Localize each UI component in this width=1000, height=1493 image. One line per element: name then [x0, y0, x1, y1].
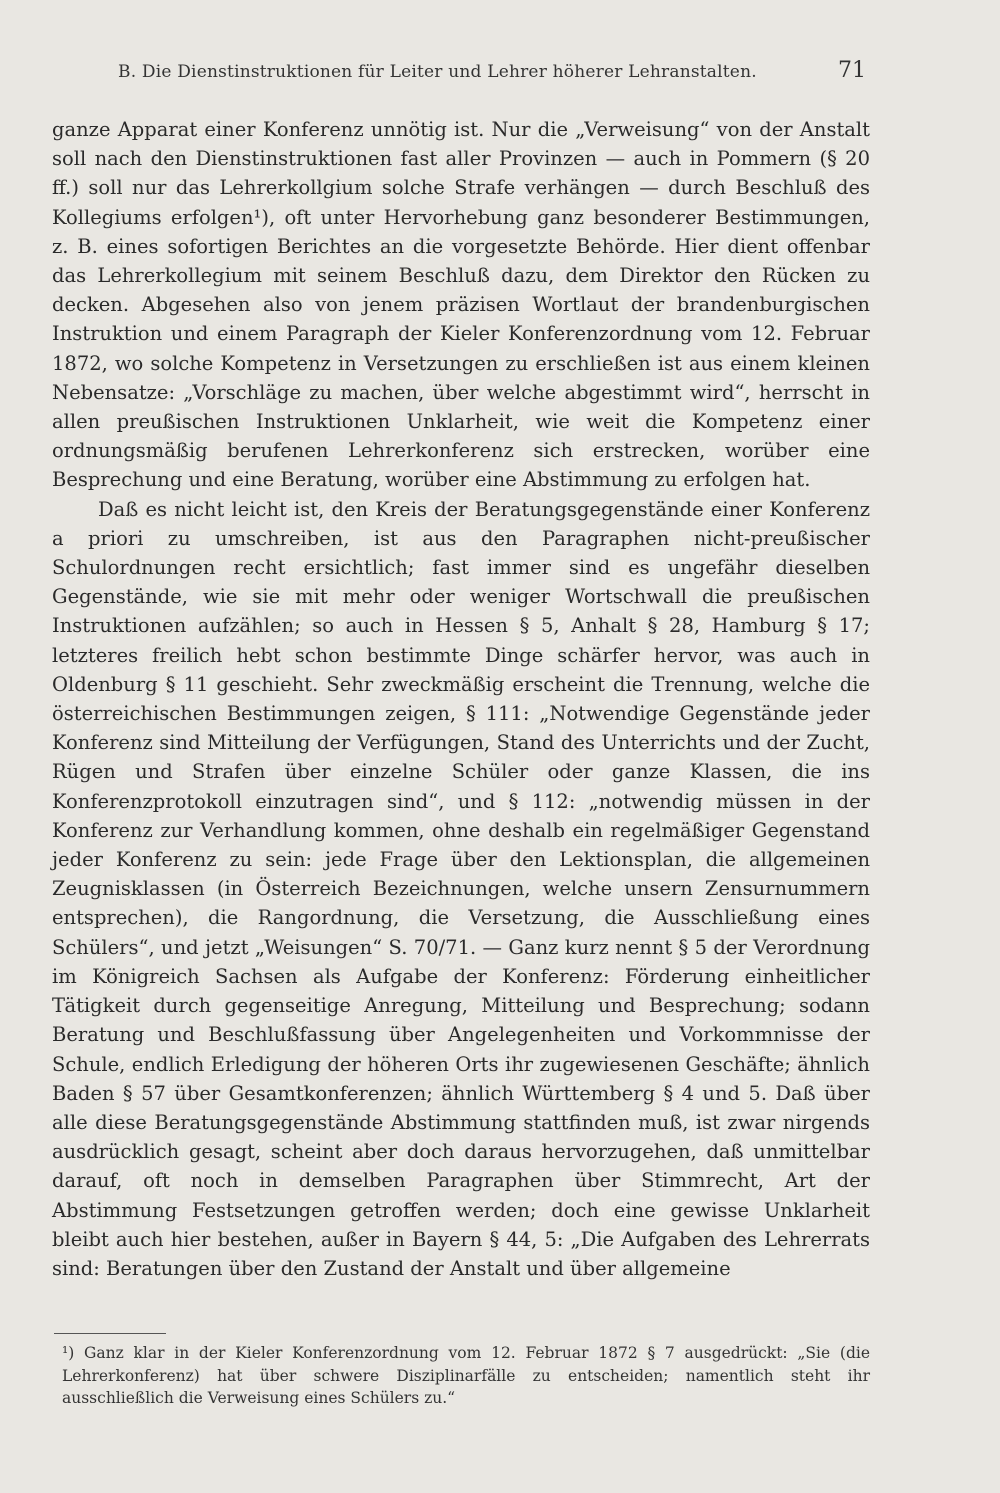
page-number: 71: [838, 58, 866, 83]
footnote-1: ¹) Ganz klar in der Kieler Konferenzordnung vom 12. Februar 1872 § 7 ausgedrückt: „Sie (die Lehrerkonferenz) hat über schwere Disziplinarfälle zu entscheiden; namentlich steht ihr ausschließlich die Verweisung eines Schülers zu.“: [62, 1344, 870, 1407]
main-text: [52, 115, 870, 1283]
paragraph-2: Daß es nicht leicht ist, den Kreis der Beratungsgegenstände einer Konferenz a priori zu umschreiben, ist aus den Paragraphen nicht-preußischer Schulordnungen recht ersichtlich; fast immer sind es ungefähr dieselben Gegenstände, wie sie mit mehr oder weniger Wortschwall die preußischen Instruktionen aufzählen; so auch in Hessen § 5, Anhalt § 28, Hamburg § 17; letzteres freilich hebt schon bestimmte Dinge schärfer hervor, was auch in Oldenburg § 11 geschieht. Sehr zweckmäßig erscheint die Trennung, welche die österreichischen Bestimmungen zeigen, § 111: „Notwendige Gegenstände jeder Konferenz sind Mitteilung der Verfügungen, Stand des Unterrichts und der Zucht, Rügen und Strafen über einzelne Schüler oder ganze Klassen, die ins Konferenzprotokoll einzutragen sind“, und § 112: „notwendig müssen in der Konferenz zur Verhandlung kommen, ohne deshalb ein regelmäßiger Gegenstand jeder Konferenz zu sein: jede Frage über den Lektionsplan, die allgemeinen Zeugnisklassen (in Österreich Bezeichnungen, welche unsern Zensurnummern entsprechen), die Rangordnung, die Versetzung, die Ausschließung eines Schülers“, und jetzt „Weisungen“ S. 70/71. — Ganz kurz nennt § 5 der Verordnung im Königreich Sachsen als Aufgabe der Konferenz: Förderung einheitlicher Tätigkeit durch gegenseitige Anregung, Mitteilung und Besprechung; sodann Beratung und Beschlußfassung über Angelegenheiten und Vorkommnisse der Schule, endlich Erledigung der höheren Orts ihr zugewiesenen Geschäfte; ähnlich Baden § 57 über Gesamtkonferenzen; ähnlich Württemberg § 4 und 5. Daß über alle diese Beratungsgegenstände Abstimmung stattfinden muß, ist zwar nirgends ausdrücklich gesagt, scheint aber doch daraus hervorzugehen, daß unmittelbar darauf, oft noch in demselben Paragraphen über Stimmrecht, Art der Abstimmung Festsetzungen getroffen werden; doch eine gewisse Unklarheit bleibt auch hier bestehen, außer in Bayern § 44, 5: „Die Aufgaben des Lehrerrats sind: Beratungen über den Zustand der Anstalt und über allgemeine: [52, 497, 870, 1280]
running-head: B. Die Dienstinstruktionen für Leiter und Lehrer höherer Lehranstalten.: [118, 62, 757, 82]
footnote-separator: [54, 1333, 166, 1334]
footnotes: [62, 1342, 870, 1410]
paragraph-1: ganze Apparat einer Konferenz unnötig ist. Nur die „Verweisung“ von der Anstalt soll nach den Dienstinstruktionen fast aller Provinzen — auch in Pommern (§ 20 ff.) soll nur das Lehrerkollgium solche Strafe verhängen — durch Beschluß des Kollegiums erfolgen¹), oft unter Hervorhebung ganz besonderer Bestimmungen, z. B. eines sofortigen Berichtes an die vorgesetzte Behörde. Hier dient offenbar das Lehrerkollegium mit seinem Beschluß dazu, dem Direktor den Rücken zu decken. Abgesehen also von jenem präzisen Wortlaut der brandenburgischen Instruktion und einem Paragraph der Kieler Konferenzordnung vom 12. Februar 1872, wo solche Kompetenz in Versetzungen zu erschließen ist aus einem kleinen Nebensatze: „Vorschläge zu machen, über welche abgestimmt wird“, herrscht in allen preußischen Instruktionen Unklarheit, wie weit die Kompetenz einer ordnungsmäßig berufenen Lehrerkonferenz sich erstrecken, worüber eine Besprechung und eine Beratung, worüber eine Abstimmung zu erfolgen hat.: [52, 118, 870, 492]
